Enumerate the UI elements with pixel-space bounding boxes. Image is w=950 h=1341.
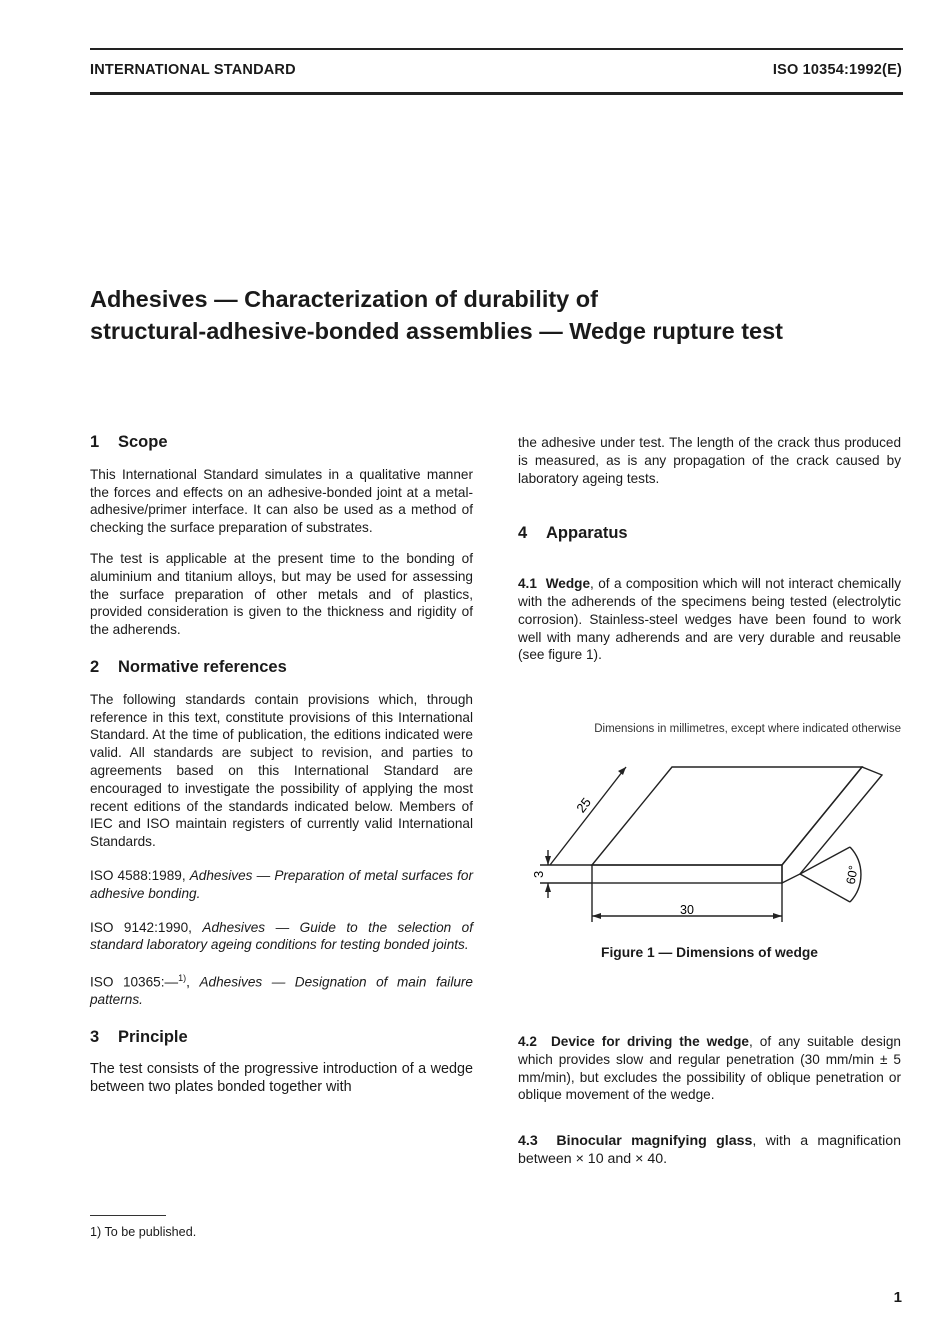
section-number: 4: [518, 524, 528, 543]
thickness-dimension-label: 3: [531, 870, 546, 878]
reference-iso-4588: [90, 867, 473, 903]
clause-4-2-device: [518, 1033, 901, 1104]
clause-text: , of any suitable design which provides slow and regular penetration (30 mm/min ± 5 mm/min), but excludes the possibility of oblique penetration or oblique movement of the wedge.: [518, 1034, 901, 1103]
right-column-lower: [518, 1033, 901, 1182]
reference-title: Adhesives — Guide to the selection of standard laboratory ageing conditions for testing bonded joints.: [90, 919, 473, 953]
reference-iso-9142: [90, 919, 473, 955]
clause-4-1-wedge: [518, 575, 901, 664]
clause-term: Binocular magnifying glass: [556, 1133, 753, 1150]
clause-text: , with a magnification between × 10 and × 40.: [518, 1133, 901, 1167]
section-title: Scope: [118, 433, 168, 451]
section-2-heading: [90, 659, 473, 677]
clause-number: 4.1: [518, 576, 537, 592]
reference-code: ISO 4588:1989,: [90, 867, 190, 883]
section-title: Principle: [118, 1028, 188, 1047]
clause-term: Wedge: [545, 576, 591, 592]
scope-paragraph-1: This International Standard simulates in a qualitative manner the forces and effects on an adhesive-bonded joint at a metal-adhesive/primer interface. It can also be used as a method of checking the surface preparation of substrates.: [90, 466, 473, 536]
footnote-marker: 1): [178, 973, 187, 984]
clause-term: Device for driving the wedge: [550, 1034, 749, 1049]
title-line-2: structural-adhesive-bonded assemblies — Wedge rupture test: [90, 318, 783, 344]
scope-paragraph-2: The test is applicable at the present time to the bonding of aluminium and titanium alloys, but may be used for assessing the surface preparation of other metals and of plastics, provided consideration is given to the thickness and rigidity of the adherends.: [90, 550, 473, 638]
depth-dimension-label: 25: [573, 794, 594, 816]
section-3-heading: [90, 1029, 473, 1047]
footnote: 1) To be published.: [90, 1225, 197, 1239]
clause-text: , of a composition which will not interact chemically with the adherends of the specimens being tested (electrolytic corrosion). Stainless-steel wedges have been found to work well with many adherends and are very durable and reusable (see figure 1).: [518, 576, 901, 663]
header-bottom-rule: [90, 92, 903, 95]
reference-code: ISO 10365:—: [90, 974, 179, 990]
section-title: Normative references: [118, 657, 287, 676]
section-4-heading: [518, 525, 901, 543]
title-line-1: Adhesives — Characterization of durability of: [90, 286, 598, 312]
clause-4-3-magnifying-glass: [518, 1133, 901, 1169]
reference-separator: ,: [186, 974, 200, 990]
length-dimension-label: 30: [680, 903, 694, 917]
figure-caption: Figure 1 — Dimensions of wedge: [601, 945, 818, 960]
reference-title: Adhesives — Designation of main failure patterns.: [90, 974, 473, 1008]
section-1-heading: [90, 434, 473, 452]
principle-paragraph-continued: the adhesive under test. The length of the crack thus produced is measured, as is any propagation of the crack caused by laboratory ageing tests.: [518, 435, 901, 486]
reference-code: ISO 9142:1990,: [90, 919, 203, 935]
wedge-tip: [782, 767, 882, 886]
header-document-type: INTERNATIONAL STANDARD: [90, 62, 296, 78]
left-column: [90, 434, 473, 1110]
reference-iso-10365: [90, 970, 473, 1009]
clause-number: 4.2: [518, 1034, 537, 1049]
reference-title: Adhesives — Preparation of metal surfaces for adhesive bonding.: [90, 867, 473, 901]
right-column: [518, 434, 901, 677]
figure-dimensions-note: Dimensions in millimetres, except where indicated otherwise: [594, 723, 901, 735]
normative-references-intro: The following standards contain provisions which, through reference in this text, constitute provisions of this International Standard. At the time of publication, the editions indicated were valid. All standards are subject to revision, and parties to agreements based on this International Standard are encouraged to investigate the possibility of applying the most recent editions of the standards indicated below. Members of IEC and ISO maintain registers of currently valid International Standards.: [90, 691, 473, 850]
wedge-figure: [520, 752, 900, 932]
angle-dimension-label: 60°: [843, 864, 861, 886]
document-title: [90, 283, 910, 347]
section-number: 1: [90, 433, 100, 451]
depth-dimension-line: [550, 767, 626, 865]
footnote-rule: [90, 1215, 166, 1216]
header-standard-number: ISO 10354:1992(E): [772, 62, 902, 78]
page-number: 1: [893, 1289, 902, 1306]
section-number: 3: [90, 1028, 100, 1047]
wedge-front-face: [592, 865, 782, 883]
section-title: Apparatus: [546, 524, 628, 543]
section-number: 2: [90, 657, 100, 676]
clause-number: 4.3: [518, 1133, 538, 1150]
principle-paragraph: The test consists of the progressive introduction of a wedge between two plates bonded together with: [90, 1061, 473, 1095]
header-top-rule: [90, 48, 903, 50]
